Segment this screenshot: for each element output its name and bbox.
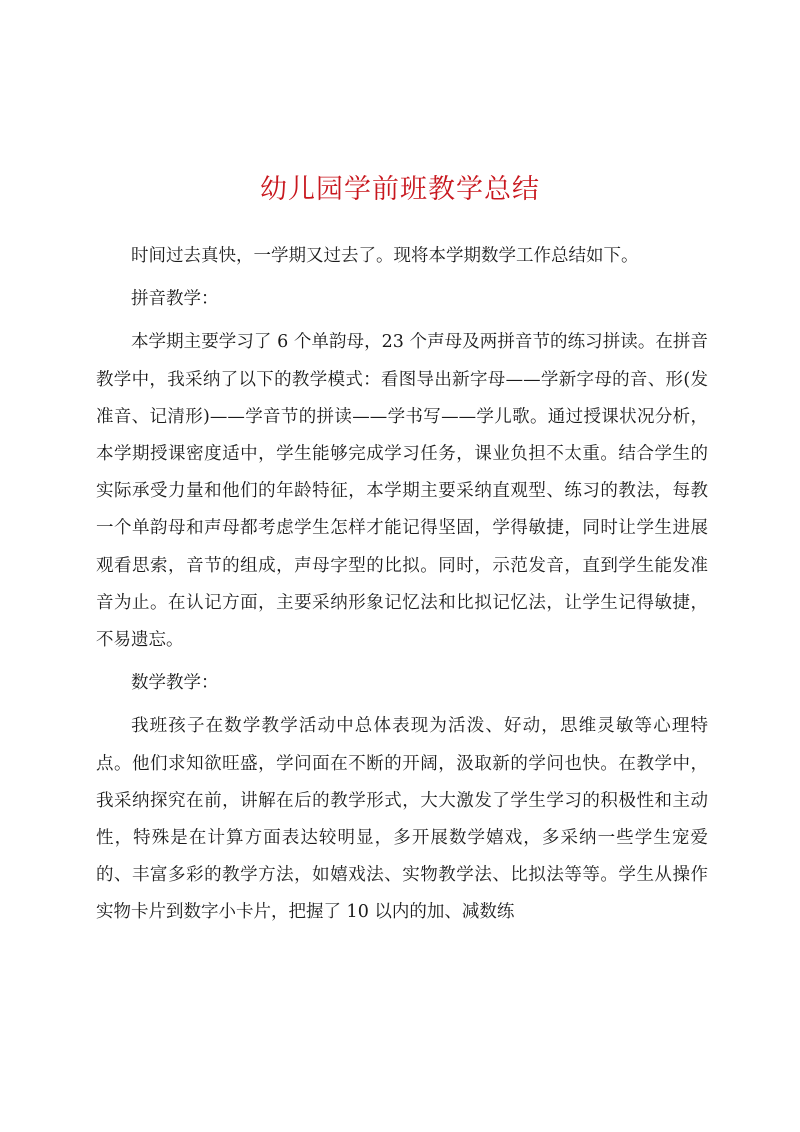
section-heading-pinyin: 拼音教学：: [131, 289, 219, 310]
document-body: [96, 238, 708, 938]
pinyin-paragraph: 本学期主要学习了 6 个单韵母，23 个声母及两拼音节的练习拼读。在拼音教学中，我采纳了以下的教学模式：看图导出新字母——学新字母的音、形(发准音、记清形)——学音节的拼读——学书写——学儿歌。通过授课状况分析，本学期授课密度适中，学生能够完成学习任务，课业负担不太重。结合学生的实际承受力量和他们的年龄特征，本学期主要采纳直观型、练习的教法，每教一个单韵母和声母都考虑学生怎样才能记得坚固，学得敏捷，同时让学生进展观看思索，音节的组成，声母字型的比拟。同时，示范发音，直到学生能发准音为止。在认记方面，主要采纳形象记忆法和比拟记忆法，让学生记得敏捷，不易遗忘。: [96, 332, 708, 651]
document-title: 幼儿园学前班教学总结: [260, 174, 540, 205]
section-heading-math: 数学教学：: [131, 673, 219, 694]
math-paragraph: 我班孩子在数学教学活动中总体表现为活泼、好动，思维灵敏等心理特点。他们求知欲旺盛，学问面在不断的开阔，汲取新的学问也快。在教学中，我采纳探究在前，讲解在后的教学形式，大大激发了学生学习的积极性和主动性，特殊是在计算方面表达较明显，多开展数学嬉戏，多采纳一些学生宠爱的、丰富多彩的教学方法，如嬉戏法、实物教学法、比拟法等等。学生从操作实物卡片到数字小卡片，把握了 10 以内的加、减数练: [96, 716, 708, 923]
intro-paragraph: 时间过去真快，一学期又过去了。现将本学期数学工作总结如下。: [131, 246, 639, 266]
